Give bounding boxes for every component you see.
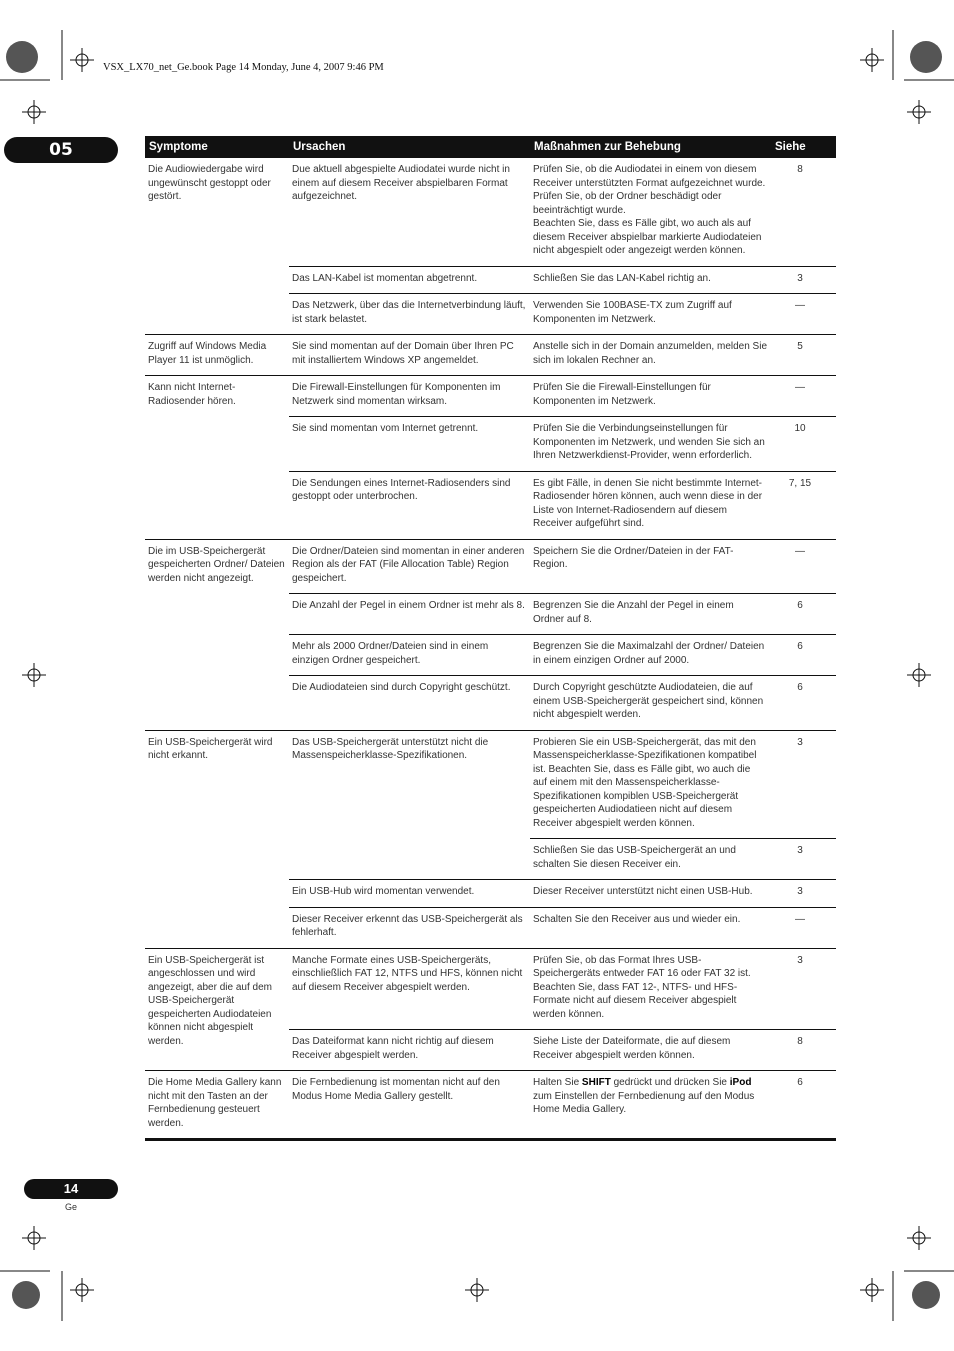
reference-page-cell: 3 [771, 839, 836, 880]
remedy-cell: Verwenden Sie 100BASE-TX zum Zugriff auf Komponenten im Netzwerk. [530, 294, 771, 335]
remedy-key-label: SHIFT [581, 1077, 611, 1088]
cause-cell: Manche Formate eines USB-Speichergeräts, einschließlich FAT 12, NTFS und HFS, können nicht auf diesem Receiver abgespielt werden. [289, 948, 530, 1030]
page-number-tab: 14 [24, 1179, 118, 1199]
table-row [145, 158, 836, 266]
reference-page-cell: 7, 15 [771, 471, 836, 539]
symptom-cell: Die Home Media Gallery kann nicht mit den Tasten an der Fernbedienung gesteuert werden. [145, 1071, 289, 1140]
reference-page-cell: 3 [771, 730, 836, 839]
reference-page-cell: 10 [771, 417, 836, 472]
table-body [145, 158, 836, 1140]
page-language-code: Ge [64, 1202, 77, 1212]
symptom-cell: Ein USB-Speichergerät wird nicht erkannt. [145, 730, 289, 948]
header-ref: Siehe [771, 136, 836, 158]
remedy-cell: Schließen Sie das LAN-Kabel richtig an. [530, 266, 771, 294]
cause-cell: Due aktuell abgespielte Audiodatei wurde nicht in einem auf diesem Receiver abspielbaren Format aufgezeichnet. [292, 164, 510, 202]
remedy-cell: Es gibt Fälle, in denen Sie nicht bestimmte Internet-Radiosender hören können, auch wenn diese in der Liste von Internet-Radiosendern auf diesem Receiver aufgeführt sind. [530, 471, 771, 539]
remedy-cell: Anstelle sich in der Domain anzumelden, melden Sie sich im lokalen Rechner an. [530, 335, 771, 376]
remedy-cell: Dieser Receiver unterstützt nicht einen USB-Hub. [530, 880, 771, 908]
symptom-cell: Die im USB-Speichergerät gespeicherten Ordner/ Dateien werden nicht angezeigt. [145, 539, 289, 730]
cause-cell: Die Fernbedienung ist momentan nicht auf den Modus Home Media Gallery gestellt. [289, 1071, 530, 1140]
remedy-text: zum Einstellen der Fernbedienung auf den Modus Home Media Gallery. [533, 1090, 755, 1115]
remedy-cell: Probieren Sie ein USB-Speichergerät, das mit den Massenspeicherklasse-Spezifikationen kompatibel ist. Beachten Sie, dass es Fälle gibt, wo auch die auf einem mit den Massenspeicherklasse-Spezifikationen kompiblen USB-Speichergerät gespeicherten Audiodatieen nicht auf diesem Receiver abgespielt werden können. [530, 730, 771, 839]
cause-cell: Die Sendungen eines Internet-Radiosenders sind gestoppt oder unterbrochen. [289, 471, 530, 539]
symptom-cell: Die Audiowiedergabe wird ungewünscht gestoppt oder gestört. [148, 164, 271, 202]
reference-page-cell: 6 [771, 676, 836, 731]
table-row [145, 376, 836, 417]
book-header-line: VSX_LX70_net_Ge.book Page 14 Monday, June 4, 2007 9:46 PM [103, 62, 384, 73]
remedy-cell: Durch Copyright geschützte Audiodateien, die auf einem USB-Speichergerät gespeichert sind, können nicht abgespielt werden. [530, 676, 771, 731]
symptom-cell: Ein USB-Speichergerät ist angeschlossen und wird angezeigt, aber die auf dem USB-Speichergerät gespeicherten Audiodateien können nicht abgespielt werden. [145, 948, 289, 1071]
cause-cell: Die Anzahl der Pegel in einem Ordner ist mehr als 8. [289, 594, 530, 635]
reference-page-cell: 3 [771, 948, 836, 1030]
cause-cell: Sie sind momentan vom Internet getrennt. [289, 417, 530, 472]
remedy-text: gedrückt und drücken Sie [610, 1077, 730, 1088]
reference-page-cell: 8 [771, 1030, 836, 1071]
cause-cell: Mehr als 2000 Ordner/Dateien sind in einem einzigen Ordner gespeichert. [289, 635, 530, 676]
remedy-cell: Prüfen Sie, ob das Format Ihres USB-Speichergeräts entweder FAT 16 oder FAT 32 ist. Beachten Sie, dass FAT 12-, NTFS- und HFS-Formate nicht auf diesem Receiver abgespielt werden können. [530, 948, 771, 1030]
header-symptom: Symptome [145, 136, 289, 158]
table-row [145, 335, 836, 376]
remedy-cell: Prüfen Sie die Firewall-Einstellungen für Komponenten im Netzwerk. [530, 376, 771, 417]
table-header-row [145, 136, 836, 158]
reference-page-cell: — [771, 294, 836, 335]
cause-cell: Das USB-Speichergerät unterstützt nicht die Massenspeicherklasse-Spezifikationen. [289, 730, 530, 880]
remedy-cell: Prüfen Sie die Verbindungseinstellungen für Komponenten im Netzwerk, und wenden Sie sich an Ihren Netzwerkdienst-Provider, wenn erforderlich. [530, 417, 771, 472]
remedy-cell: Schließen Sie das USB-Speichergerät an und schalten Sie diesen Receiver ein. [530, 839, 771, 880]
troubleshooting-table [145, 136, 836, 1141]
cause-cell: Sie sind momentan auf der Domain über Ihren PC mit installiertem Windows XP angemeldet. [289, 335, 530, 376]
reference-page-cell: 5 [771, 335, 836, 376]
cause-cell: Ein USB-Hub wird momentan verwendet. [289, 880, 530, 908]
remedy-text: Halten Sie [533, 1077, 582, 1088]
reference-page-cell: 8 [797, 164, 803, 175]
table-row [145, 539, 836, 594]
remedy-key-label: iPod [729, 1077, 752, 1088]
reference-page-cell: 6 [771, 1071, 836, 1140]
cause-cell: Die Firewall-Einstellungen für Komponenten im Netzwerk sind momentan wirksam. [289, 376, 530, 417]
remedy-cell: Siehe Liste der Dateiformate, die auf diesem Receiver abgespielt werden können. [530, 1030, 771, 1071]
remedy-cell: Prüfen Sie, ob die Audiodatei in einem von diesem Receiver unterstützten Format aufgezeichnet wurde. Prüfen Sie, ob der Ordner beschädigt oder beeinträchtigt wurde. Beachten Sie, dass es Fälle gibt, wo auch als auf diesem Receiver abspielbar markierte Audiodateien nicht abgespielt oder angezeigt werden können. [533, 164, 766, 256]
symptom-cell: Zugriff auf Windows Media Player 11 ist unmöglich. [145, 335, 289, 376]
header-cause: Ursachen [289, 136, 530, 158]
chapter-number-tab: 05 [4, 137, 118, 163]
cause-cell: Die Ordner/Dateien sind momentan in einer anderen Region als der FAT (File Allocation Table) Region gespeichert. [289, 539, 530, 594]
reference-page-cell: 3 [771, 266, 836, 294]
remedy-cell: Begrenzen Sie die Maximalzahl der Ordner/ Dateien in einem einzigen Ordner auf 2000. [530, 635, 771, 676]
table-row [145, 948, 836, 1030]
remedy-cell: Speichern Sie die Ordner/Dateien in der FAT-Region. [530, 539, 771, 594]
reference-page-cell: 6 [771, 635, 836, 676]
remedy-cell [530, 1071, 771, 1140]
header-remedy: Maßnahmen zur Behebung [530, 136, 771, 158]
reference-page-cell: — [771, 907, 836, 948]
table-row [145, 1071, 836, 1140]
reference-page-cell: — [771, 376, 836, 417]
remedy-cell: Schalten Sie den Receiver aus und wieder ein. [530, 907, 771, 948]
reference-page-cell: — [771, 539, 836, 594]
cause-cell: Die Audiodateien sind durch Copyright geschützt. [289, 676, 530, 731]
cause-cell: Das Netzwerk, über das die Internetverbindung läuft, ist stark belastet. [289, 294, 530, 335]
reference-page-cell: 6 [771, 594, 836, 635]
table-row [145, 730, 836, 839]
cause-cell: Dieser Receiver erkennt das USB-Speichergerät als fehlerhaft. [289, 907, 530, 948]
remedy-cell: Begrenzen Sie die Anzahl der Pegel in einem Ordner auf 8. [530, 594, 771, 635]
reference-page-cell: 3 [771, 880, 836, 908]
symptom-cell: Kann nicht Internet-Radiosender hören. [145, 376, 289, 540]
cause-cell: Das LAN-Kabel ist momentan abgetrennt. [289, 266, 530, 294]
cause-cell: Das Dateiformat kann nicht richtig auf diesem Receiver abgespielt werden. [289, 1030, 530, 1071]
